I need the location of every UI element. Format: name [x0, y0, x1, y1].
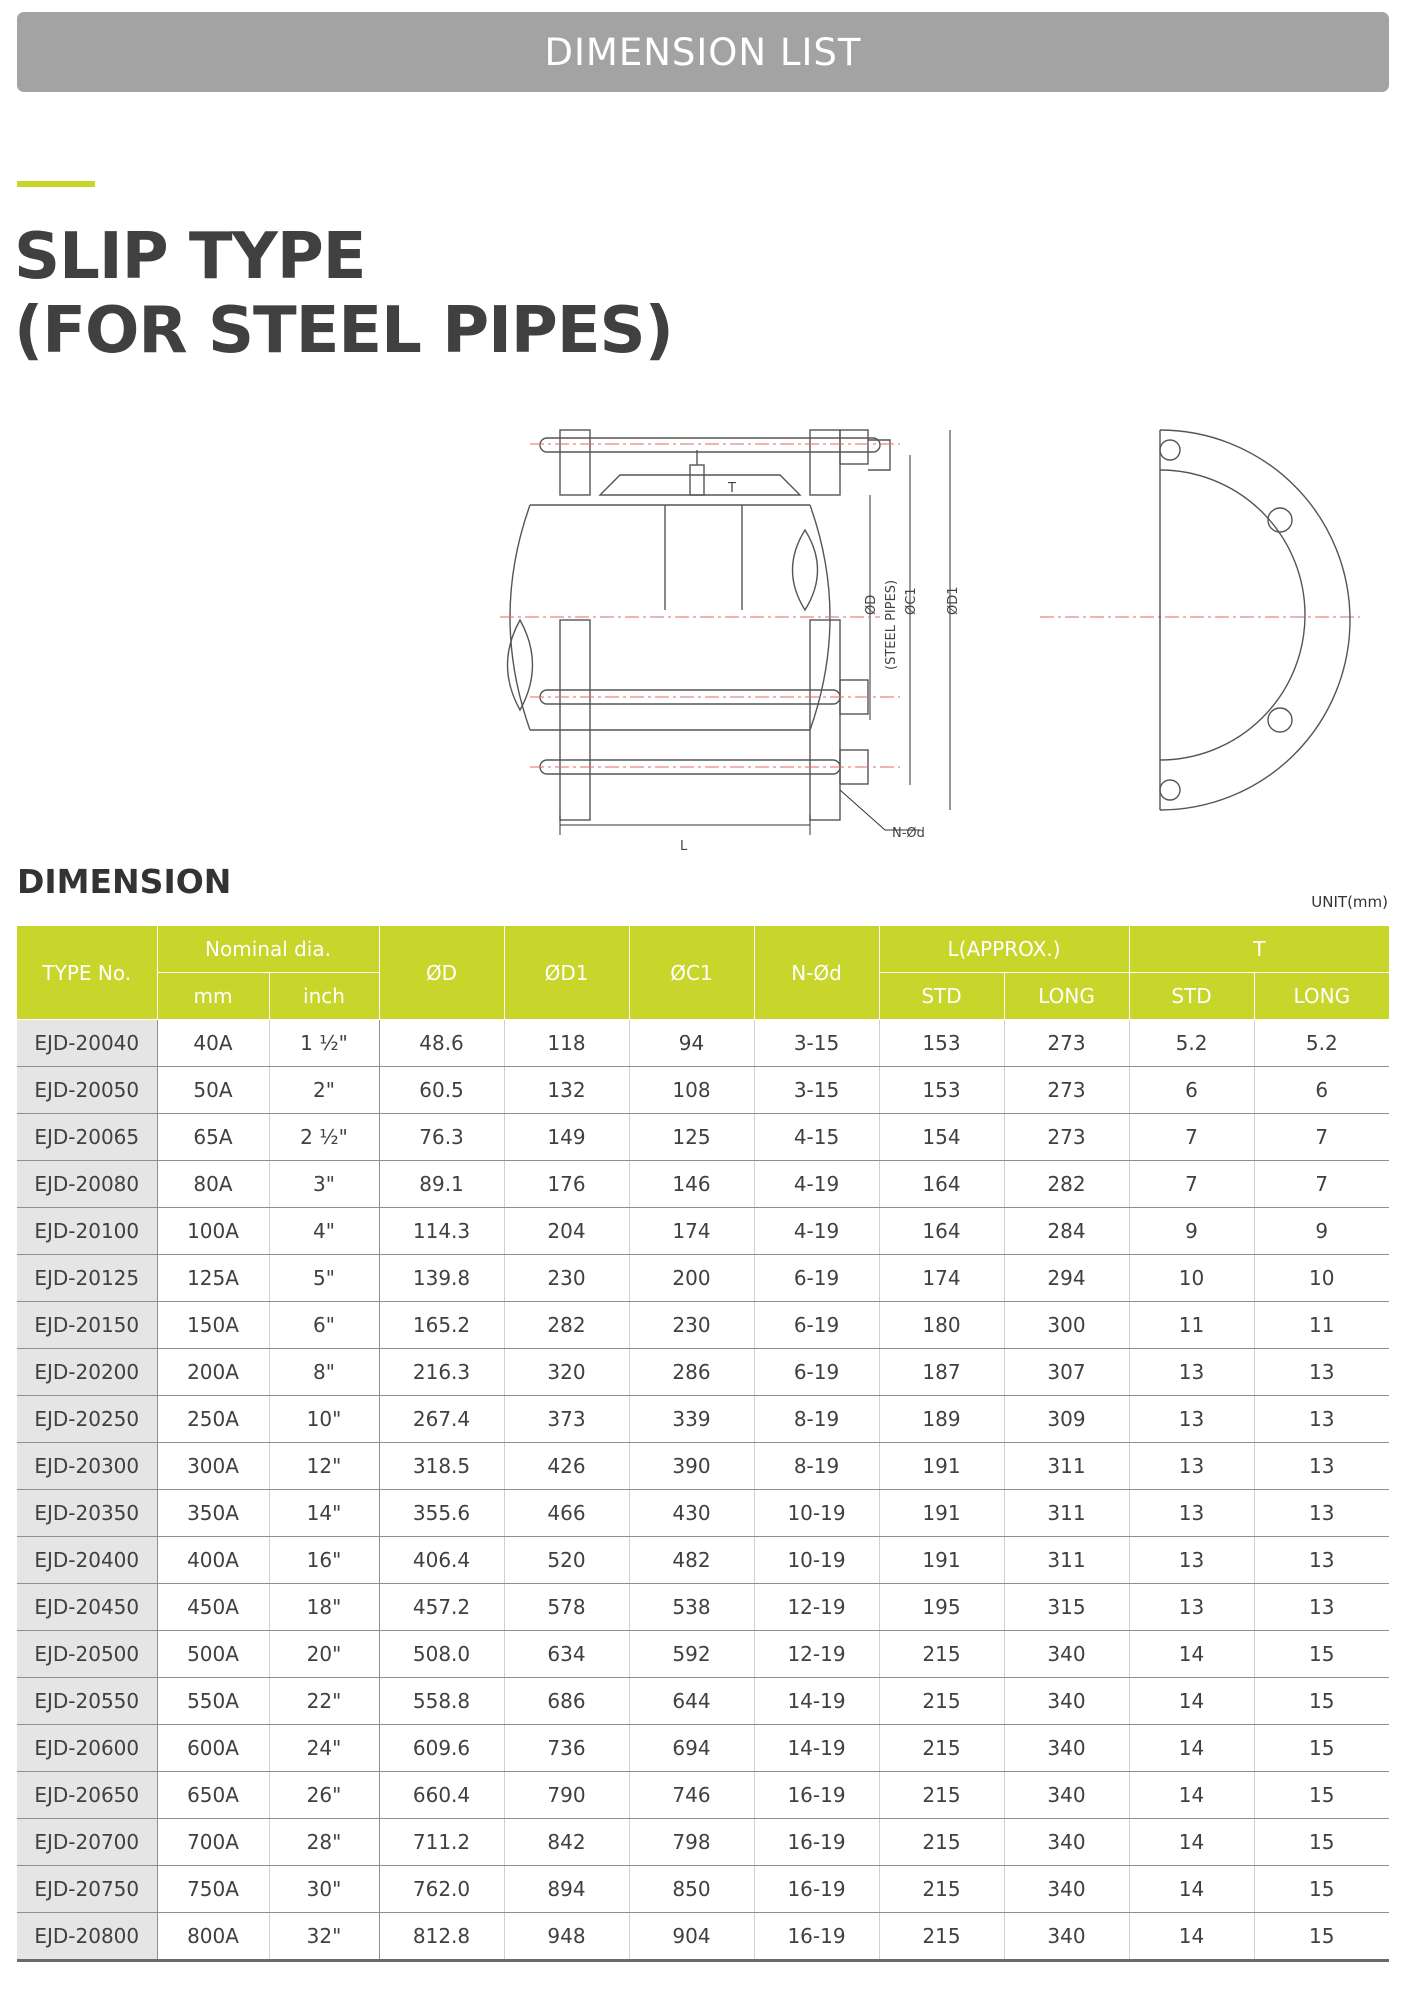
header-nd: N-Ød — [754, 926, 879, 1020]
cell-nominal-mm: 350A — [157, 1490, 269, 1537]
cell-t-std: 14 — [1129, 1725, 1254, 1772]
header-l-long: LONG — [1004, 973, 1129, 1020]
cell-od1: 373 — [504, 1396, 629, 1443]
cell-l-std: 215 — [879, 1819, 1004, 1866]
cell-oc1: 798 — [629, 1819, 754, 1866]
cell-type-no: EJD-20100 — [17, 1208, 157, 1255]
cell-l-long: 282 — [1004, 1161, 1129, 1208]
cell-l-std: 191 — [879, 1490, 1004, 1537]
cell-od1: 426 — [504, 1443, 629, 1490]
cell-t-long: 7 — [1254, 1114, 1389, 1161]
cell-nominal-mm: 200A — [157, 1349, 269, 1396]
cell-oc1: 200 — [629, 1255, 754, 1302]
cell-od1: 634 — [504, 1631, 629, 1678]
accent-line — [17, 181, 95, 187]
cell-oc1: 94 — [629, 1020, 754, 1067]
table-row — [17, 1725, 1389, 1772]
cell-nominal-mm: 750A — [157, 1866, 269, 1913]
cell-l-long: 307 — [1004, 1349, 1129, 1396]
cell-l-long: 315 — [1004, 1584, 1129, 1631]
cell-nominal-inch: 6" — [269, 1302, 379, 1349]
table-row — [17, 1490, 1389, 1537]
table-row — [17, 1349, 1389, 1396]
banner-title: DIMENSION LIST — [544, 30, 862, 74]
cell-t-std: 14 — [1129, 1866, 1254, 1913]
cell-nominal-mm: 450A — [157, 1584, 269, 1631]
header-l: L(APPROX.) — [879, 926, 1129, 973]
cell-nominal-inch: 28" — [269, 1819, 379, 1866]
cell-n-od: 4-19 — [754, 1161, 879, 1208]
cell-od: 609.6 — [379, 1725, 504, 1772]
table-row — [17, 1161, 1389, 1208]
cell-oc1: 125 — [629, 1114, 754, 1161]
cell-nominal-inch: 16" — [269, 1537, 379, 1584]
header-l-std: STD — [879, 973, 1004, 1020]
cell-od: 711.2 — [379, 1819, 504, 1866]
cell-n-od: 6-19 — [754, 1255, 879, 1302]
cell-od: 318.5 — [379, 1443, 504, 1490]
table-row — [17, 1631, 1389, 1678]
cell-type-no: EJD-20040 — [17, 1020, 157, 1067]
cell-n-od: 16-19 — [754, 1866, 879, 1913]
cell-l-std: 164 — [879, 1161, 1004, 1208]
cell-n-od: 16-19 — [754, 1819, 879, 1866]
label-l: L — [680, 839, 688, 850]
cell-od1: 118 — [504, 1020, 629, 1067]
cell-nominal-mm: 600A — [157, 1725, 269, 1772]
table-row — [17, 1396, 1389, 1443]
cell-t-long: 7 — [1254, 1161, 1389, 1208]
cell-n-od: 16-19 — [754, 1913, 879, 1961]
cell-nominal-mm: 150A — [157, 1302, 269, 1349]
cell-type-no: EJD-20065 — [17, 1114, 157, 1161]
cell-od1: 578 — [504, 1584, 629, 1631]
cell-od1: 790 — [504, 1772, 629, 1819]
cell-n-od: 4-15 — [754, 1114, 879, 1161]
cell-nominal-inch: 2" — [269, 1067, 379, 1114]
cell-t-long: 15 — [1254, 1725, 1389, 1772]
cell-od1: 149 — [504, 1114, 629, 1161]
cell-l-std: 191 — [879, 1443, 1004, 1490]
cell-od1: 282 — [504, 1302, 629, 1349]
cell-od: 267.4 — [379, 1396, 504, 1443]
cell-type-no: EJD-20200 — [17, 1349, 157, 1396]
cell-oc1: 694 — [629, 1725, 754, 1772]
cell-l-std: 195 — [879, 1584, 1004, 1631]
cell-l-std: 189 — [879, 1396, 1004, 1443]
cell-t-std: 14 — [1129, 1819, 1254, 1866]
cell-od: 355.6 — [379, 1490, 504, 1537]
cell-t-long: 13 — [1254, 1537, 1389, 1584]
cell-od: 762.0 — [379, 1866, 504, 1913]
cell-type-no: EJD-20550 — [17, 1678, 157, 1725]
label-oc1: ØC1 — [904, 587, 919, 615]
cell-od: 48.6 — [379, 1020, 504, 1067]
cell-od: 89.1 — [379, 1161, 504, 1208]
page-title — [14, 220, 673, 368]
cell-oc1: 850 — [629, 1866, 754, 1913]
cell-l-long: 311 — [1004, 1537, 1129, 1584]
cell-t-std: 13 — [1129, 1537, 1254, 1584]
table-row — [17, 1819, 1389, 1866]
cell-t-long: 11 — [1254, 1302, 1389, 1349]
cell-l-long: 309 — [1004, 1396, 1129, 1443]
cell-oc1: 174 — [629, 1208, 754, 1255]
table-row — [17, 1067, 1389, 1114]
cell-t-long: 6 — [1254, 1067, 1389, 1114]
cell-t-std: 11 — [1129, 1302, 1254, 1349]
table-row — [17, 1772, 1389, 1819]
cell-nominal-inch: 1 ½" — [269, 1020, 379, 1067]
cell-l-std: 215 — [879, 1631, 1004, 1678]
cell-n-od: 10-19 — [754, 1537, 879, 1584]
table-row — [17, 1020, 1389, 1067]
cell-nominal-mm: 800A — [157, 1913, 269, 1961]
cell-oc1: 286 — [629, 1349, 754, 1396]
cell-oc1: 644 — [629, 1678, 754, 1725]
cell-type-no: EJD-20350 — [17, 1490, 157, 1537]
cell-n-od: 8-19 — [754, 1396, 879, 1443]
cell-l-std: 153 — [879, 1067, 1004, 1114]
cell-t-long: 15 — [1254, 1866, 1389, 1913]
cell-n-od: 6-19 — [754, 1302, 879, 1349]
cell-nominal-inch: 8" — [269, 1349, 379, 1396]
cell-od: 60.5 — [379, 1067, 504, 1114]
cell-l-std: 215 — [879, 1913, 1004, 1961]
cell-l-long: 340 — [1004, 1913, 1129, 1961]
cell-t-std: 13 — [1129, 1584, 1254, 1631]
table-row — [17, 1443, 1389, 1490]
table-row — [17, 1114, 1389, 1161]
cell-od: 812.8 — [379, 1913, 504, 1961]
cell-l-long: 311 — [1004, 1443, 1129, 1490]
cell-t-long: 13 — [1254, 1584, 1389, 1631]
cell-nominal-inch: 26" — [269, 1772, 379, 1819]
cell-nominal-inch: 3" — [269, 1161, 379, 1208]
table-row — [17, 1302, 1389, 1349]
cell-l-long: 273 — [1004, 1114, 1129, 1161]
cell-t-std: 14 — [1129, 1631, 1254, 1678]
unit-label: UNIT(mm) — [1311, 893, 1388, 911]
cell-l-long: 273 — [1004, 1020, 1129, 1067]
cell-type-no: EJD-20700 — [17, 1819, 157, 1866]
cell-nominal-inch: 30" — [269, 1866, 379, 1913]
label-od1: ØD1 — [946, 586, 961, 615]
cell-t-long: 5.2 — [1254, 1020, 1389, 1067]
cell-nominal-mm: 300A — [157, 1443, 269, 1490]
cell-n-od: 8-19 — [754, 1443, 879, 1490]
cell-t-long: 15 — [1254, 1913, 1389, 1961]
cell-od1: 176 — [504, 1161, 629, 1208]
cell-nominal-inch: 10" — [269, 1396, 379, 1443]
cell-l-long: 340 — [1004, 1725, 1129, 1772]
cell-l-std: 174 — [879, 1255, 1004, 1302]
cell-t-long: 15 — [1254, 1678, 1389, 1725]
cell-od1: 132 — [504, 1067, 629, 1114]
cell-n-od: 12-19 — [754, 1631, 879, 1678]
cell-oc1: 339 — [629, 1396, 754, 1443]
cell-l-long: 294 — [1004, 1255, 1129, 1302]
table-row — [17, 1208, 1389, 1255]
cell-l-long: 340 — [1004, 1678, 1129, 1725]
cell-t-long: 13 — [1254, 1443, 1389, 1490]
cell-type-no: EJD-20450 — [17, 1584, 157, 1631]
coupling-end-view — [1160, 430, 1350, 810]
cell-l-long: 340 — [1004, 1772, 1129, 1819]
cell-n-od: 4-19 — [754, 1208, 879, 1255]
cell-nominal-mm: 65A — [157, 1114, 269, 1161]
cell-nominal-inch: 4" — [269, 1208, 379, 1255]
cell-t-std: 10 — [1129, 1255, 1254, 1302]
cell-od1: 842 — [504, 1819, 629, 1866]
cell-l-std: 215 — [879, 1678, 1004, 1725]
cell-type-no: EJD-20300 — [17, 1443, 157, 1490]
cell-od: 508.0 — [379, 1631, 504, 1678]
cell-t-long: 13 — [1254, 1490, 1389, 1537]
header-inch: inch — [269, 973, 379, 1020]
cell-od: 165.2 — [379, 1302, 504, 1349]
cell-l-std: 215 — [879, 1866, 1004, 1913]
drawing-labels — [680, 481, 961, 850]
cell-nominal-mm: 500A — [157, 1631, 269, 1678]
title-line-2: (FOR STEEL PIPES) — [14, 294, 673, 368]
table-row — [17, 1584, 1389, 1631]
cell-od1: 230 — [504, 1255, 629, 1302]
cell-od1: 686 — [504, 1678, 629, 1725]
cell-nominal-mm: 50A — [157, 1067, 269, 1114]
cell-n-od: 3-15 — [754, 1020, 879, 1067]
cell-nominal-mm: 40A — [157, 1020, 269, 1067]
cell-nominal-mm: 550A — [157, 1678, 269, 1725]
cell-oc1: 146 — [629, 1161, 754, 1208]
header-od1: ØD1 — [504, 926, 629, 1020]
dimension-table — [17, 926, 1389, 1962]
cell-od1: 204 — [504, 1208, 629, 1255]
cell-n-od: 16-19 — [754, 1772, 879, 1819]
table-row — [17, 1537, 1389, 1584]
cell-od1: 520 — [504, 1537, 629, 1584]
header-oc1: ØC1 — [629, 926, 754, 1020]
cell-oc1: 746 — [629, 1772, 754, 1819]
cell-n-od: 12-19 — [754, 1584, 879, 1631]
cell-od1: 466 — [504, 1490, 629, 1537]
label-n-od: N-Ød — [892, 826, 925, 841]
cell-od: 114.3 — [379, 1208, 504, 1255]
cell-oc1: 538 — [629, 1584, 754, 1631]
page-banner — [17, 12, 1389, 92]
header-mm: mm — [157, 973, 269, 1020]
cell-type-no: EJD-20050 — [17, 1067, 157, 1114]
cell-t-std: 5.2 — [1129, 1020, 1254, 1067]
cell-l-std: 215 — [879, 1725, 1004, 1772]
cell-n-od: 14-19 — [754, 1725, 879, 1772]
cell-t-long: 13 — [1254, 1349, 1389, 1396]
cell-t-long: 15 — [1254, 1631, 1389, 1678]
cell-nominal-inch: 5" — [269, 1255, 379, 1302]
cell-oc1: 108 — [629, 1067, 754, 1114]
cell-oc1: 230 — [629, 1302, 754, 1349]
cell-od1: 948 — [504, 1913, 629, 1961]
header-nominal: Nominal dia. — [157, 926, 379, 973]
cell-type-no: EJD-20600 — [17, 1725, 157, 1772]
cell-t-std: 13 — [1129, 1396, 1254, 1443]
cell-od: 660.4 — [379, 1772, 504, 1819]
cell-t-long: 10 — [1254, 1255, 1389, 1302]
cell-nominal-inch: 2 ½" — [269, 1114, 379, 1161]
cell-t-long: 13 — [1254, 1396, 1389, 1443]
cell-l-std: 154 — [879, 1114, 1004, 1161]
cell-type-no: EJD-20250 — [17, 1396, 157, 1443]
cell-od: 406.4 — [379, 1537, 504, 1584]
cell-n-od: 14-19 — [754, 1678, 879, 1725]
cell-oc1: 592 — [629, 1631, 754, 1678]
cell-od1: 736 — [504, 1725, 629, 1772]
cell-l-std: 187 — [879, 1349, 1004, 1396]
cell-oc1: 430 — [629, 1490, 754, 1537]
cell-t-long: 15 — [1254, 1819, 1389, 1866]
cell-l-long: 284 — [1004, 1208, 1129, 1255]
cell-t-long: 15 — [1254, 1772, 1389, 1819]
label-t: T — [728, 481, 736, 496]
header-type: TYPE No. — [17, 926, 157, 1020]
cell-l-std: 164 — [879, 1208, 1004, 1255]
header-t: T — [1129, 926, 1389, 973]
table-header-row — [17, 926, 1389, 973]
cell-l-long: 340 — [1004, 1631, 1129, 1678]
header-od: ØD — [379, 926, 504, 1020]
cell-t-std: 13 — [1129, 1349, 1254, 1396]
cell-l-std: 215 — [879, 1772, 1004, 1819]
cell-od: 558.8 — [379, 1678, 504, 1725]
dimension-heading: DIMENSION — [17, 862, 232, 901]
cell-type-no: EJD-20500 — [17, 1631, 157, 1678]
cell-nominal-inch: 18" — [269, 1584, 379, 1631]
cell-type-no: EJD-20150 — [17, 1302, 157, 1349]
cell-oc1: 390 — [629, 1443, 754, 1490]
cell-t-std: 14 — [1129, 1913, 1254, 1961]
cell-type-no: EJD-20400 — [17, 1537, 157, 1584]
cell-n-od: 3-15 — [754, 1067, 879, 1114]
cell-nominal-mm: 125A — [157, 1255, 269, 1302]
cell-t-std: 9 — [1129, 1208, 1254, 1255]
table-body — [17, 1020, 1389, 1961]
cell-nominal-mm: 400A — [157, 1537, 269, 1584]
cell-l-std: 153 — [879, 1020, 1004, 1067]
cell-nominal-inch: 22" — [269, 1678, 379, 1725]
cell-od1: 320 — [504, 1349, 629, 1396]
cell-nominal-inch: 14" — [269, 1490, 379, 1537]
label-od: ØD — [864, 594, 879, 615]
cell-l-std: 191 — [879, 1537, 1004, 1584]
cell-t-std: 13 — [1129, 1443, 1254, 1490]
cell-t-std: 13 — [1129, 1490, 1254, 1537]
cell-od: 216.3 — [379, 1349, 504, 1396]
cell-type-no: EJD-20080 — [17, 1161, 157, 1208]
table-row — [17, 1866, 1389, 1913]
cell-l-long: 311 — [1004, 1490, 1129, 1537]
cell-oc1: 904 — [629, 1913, 754, 1961]
cell-l-long: 340 — [1004, 1819, 1129, 1866]
cell-t-std: 7 — [1129, 1114, 1254, 1161]
cell-type-no: EJD-20750 — [17, 1866, 157, 1913]
cell-od1: 894 — [504, 1866, 629, 1913]
cell-od: 76.3 — [379, 1114, 504, 1161]
cell-l-long: 273 — [1004, 1067, 1129, 1114]
header-t-std: STD — [1129, 973, 1254, 1020]
cell-t-std: 14 — [1129, 1772, 1254, 1819]
cell-oc1: 482 — [629, 1537, 754, 1584]
cell-t-std: 14 — [1129, 1678, 1254, 1725]
cell-nominal-mm: 250A — [157, 1396, 269, 1443]
cell-n-od: 6-19 — [754, 1349, 879, 1396]
cell-nominal-mm: 80A — [157, 1161, 269, 1208]
cell-nominal-mm: 700A — [157, 1819, 269, 1866]
cell-od: 457.2 — [379, 1584, 504, 1631]
table-row — [17, 1913, 1389, 1961]
cell-n-od: 10-19 — [754, 1490, 879, 1537]
cell-l-long: 340 — [1004, 1866, 1129, 1913]
header-t-long: LONG — [1254, 973, 1389, 1020]
cell-l-std: 180 — [879, 1302, 1004, 1349]
cell-nominal-mm: 650A — [157, 1772, 269, 1819]
cell-type-no: EJD-20125 — [17, 1255, 157, 1302]
technical-drawing — [480, 410, 1380, 850]
cell-nominal-inch: 24" — [269, 1725, 379, 1772]
cell-nominal-mm: 100A — [157, 1208, 269, 1255]
center-lines — [500, 444, 1360, 767]
label-steel-pipes: (STEEL PIPES) — [884, 579, 899, 670]
cell-t-std: 7 — [1129, 1161, 1254, 1208]
cell-nominal-inch: 20" — [269, 1631, 379, 1678]
cell-t-long: 9 — [1254, 1208, 1389, 1255]
table-row — [17, 1678, 1389, 1725]
cell-nominal-inch: 32" — [269, 1913, 379, 1961]
cell-l-long: 300 — [1004, 1302, 1129, 1349]
cell-type-no: EJD-20800 — [17, 1913, 157, 1961]
title-line-1: SLIP TYPE — [14, 220, 366, 294]
cell-type-no: EJD-20650 — [17, 1772, 157, 1819]
table-row — [17, 1255, 1389, 1302]
cell-od: 139.8 — [379, 1255, 504, 1302]
cell-nominal-inch: 12" — [269, 1443, 379, 1490]
cell-t-std: 6 — [1129, 1067, 1254, 1114]
